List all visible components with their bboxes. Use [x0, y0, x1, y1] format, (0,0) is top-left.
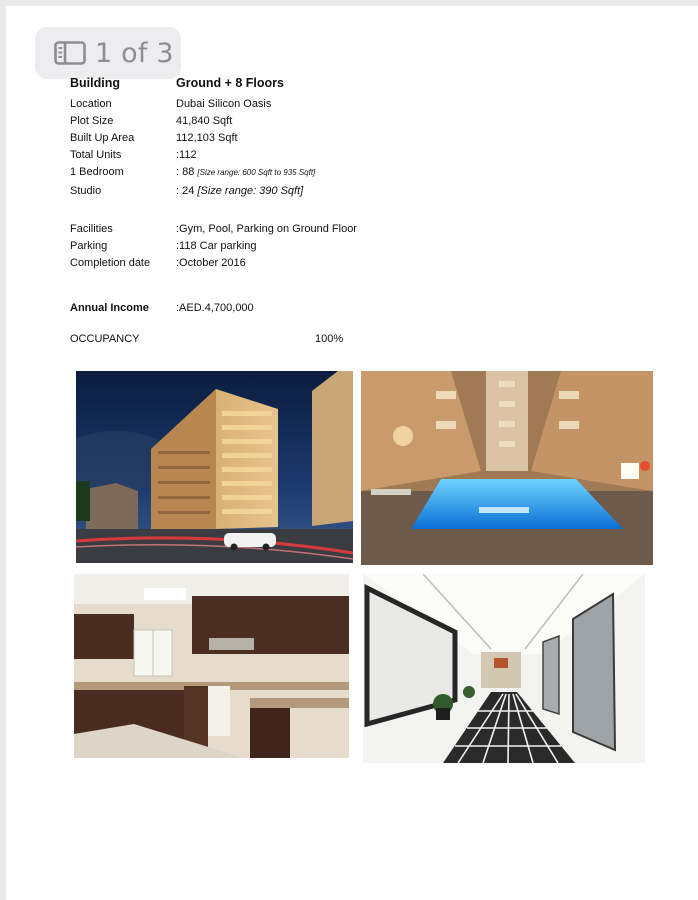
amenity-value: :Gym, Pool, Parking on Ground Floor	[176, 223, 357, 235]
page-indicator[interactable]	[35, 27, 181, 79]
occupancy-label: OCCUPANCY	[70, 333, 140, 345]
studio-size-note: [Size range: 390 Sqft]	[197, 185, 304, 197]
swimming-pool-photo	[361, 371, 653, 565]
kitchen-photo	[74, 574, 349, 758]
occupancy-value: 100%	[315, 333, 344, 345]
amenity-label: Parking	[70, 240, 108, 252]
spec-value: :112	[176, 149, 197, 161]
spec-label: Built Up Area	[70, 132, 135, 144]
bedroom-value-group	[176, 165, 315, 180]
income-label: Annual Income	[70, 302, 149, 314]
amenity-value: :118 Car parking	[176, 240, 257, 252]
spec-value: Dubai Silicon Oasis	[176, 98, 272, 110]
spec-label: Total Units	[70, 149, 122, 161]
page-count-label: 1 of 3	[95, 37, 174, 69]
bedroom-label: 1 Bedroom	[70, 166, 124, 178]
spec-label: Location	[70, 98, 112, 110]
sidebar-icon	[54, 41, 86, 65]
bedroom-size-note: [Size range: 600 Sqft to 935 Sqft]	[197, 168, 316, 177]
amenity-label: Completion date	[70, 257, 151, 269]
building-exterior-photo	[76, 371, 353, 563]
spec-value: 112,103 Sqft	[176, 132, 238, 144]
building-value: Ground + 8 Floors	[176, 76, 284, 90]
amenity-label: Facilities	[70, 223, 113, 235]
building-label: Building	[70, 76, 120, 90]
amenity-value: :October 2016	[176, 257, 246, 269]
bedroom-value: : 88	[176, 166, 195, 178]
lobby-corridor-photo	[363, 574, 645, 763]
spec-label: Plot Size	[70, 115, 114, 127]
spec-value: 41,840 Sqft	[176, 115, 233, 127]
studio-value-group	[176, 184, 303, 198]
income-value: :AED.4,700,000	[176, 302, 254, 314]
studio-label: Studio	[70, 185, 102, 197]
studio-value: : 24	[176, 185, 195, 197]
